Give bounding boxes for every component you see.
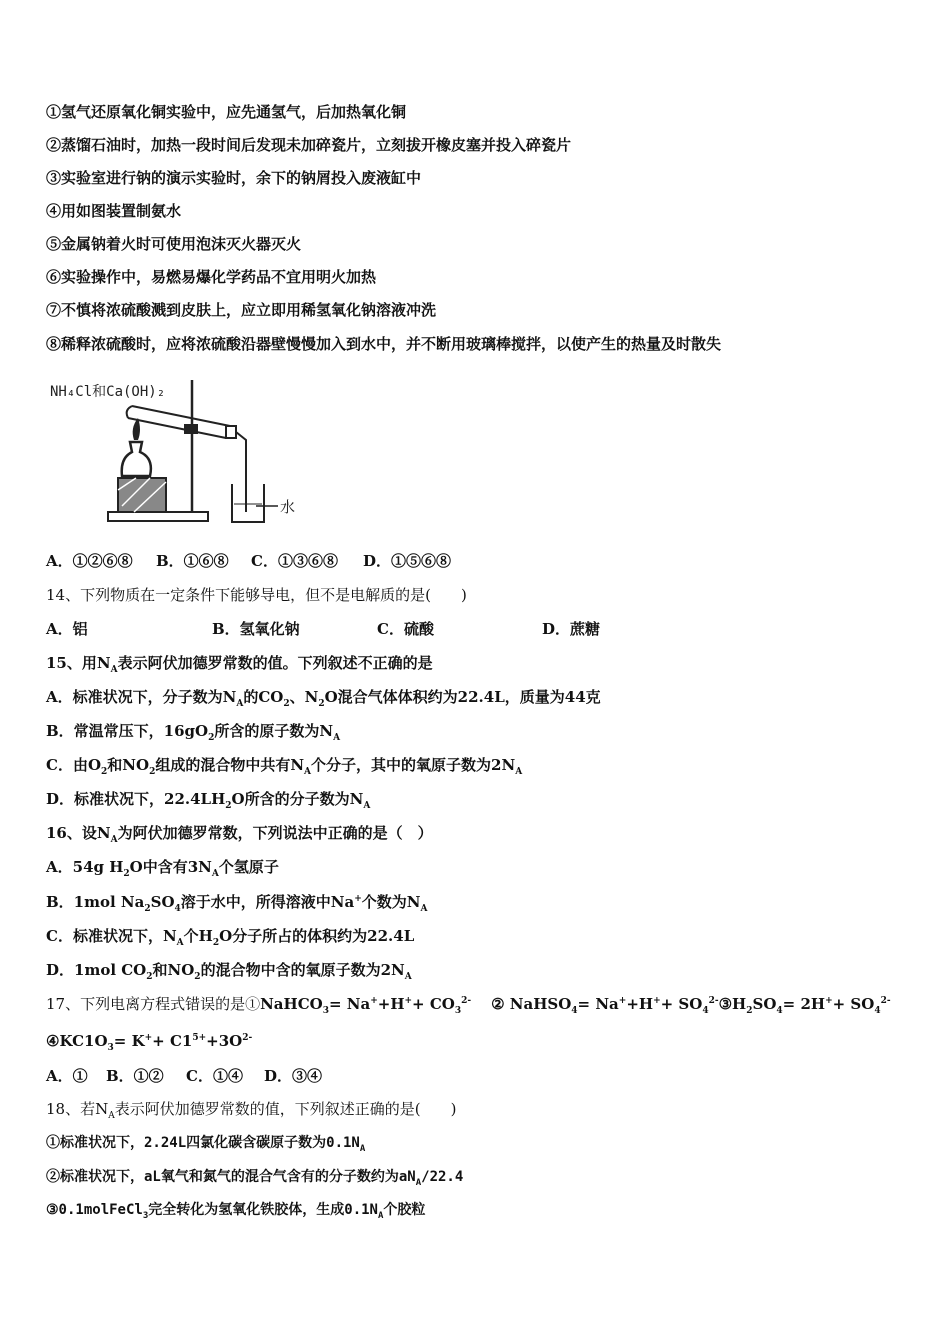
option-c[interactable]: C．①④ xyxy=(186,1067,243,1085)
option-a[interactable]: A．①②⑥⑧ xyxy=(46,552,133,570)
q16-option-c[interactable]: C．标准状况下，$N_A$个$H_2O$分子所占的体积约为22.4L xyxy=(46,927,415,948)
q18-statement-1: ①标准状况下，2.24L四氯化碳含碳原子数为$0.1N_A$ xyxy=(46,1135,366,1154)
option-c[interactable]: C．①③⑥⑧ xyxy=(251,552,338,570)
option-d[interactable]: D．①⑤⑥⑧ xyxy=(363,552,452,570)
option-b[interactable]: B．①② xyxy=(106,1067,164,1085)
q17-equation-4: $④KC1O_3= K^++ C1^{5+}+3O^{2-}$ xyxy=(46,1032,253,1053)
statement-1: ①氢气还原氧化铜实验中，应先通氢气，后加热氧化铜 xyxy=(46,103,407,121)
ammonia-apparatus-figure xyxy=(46,372,306,532)
option-d[interactable]: D．③④ xyxy=(264,1067,323,1085)
option-a[interactable]: A．① xyxy=(46,1067,88,1085)
delivery-tube xyxy=(236,432,246,512)
statement-7: ⑦不慎将浓硫酸溅到皮肤上，应立即用稀氢氧化钠溶液冲洗 xyxy=(46,301,437,319)
reagent-label: NH₄Cl和Ca(OH)₂ xyxy=(50,384,166,400)
statement-2: ②蒸馏石油时，加热一段时间后发现未加碎瓷片，立刻拔开橡皮塞并投入碎瓷片 xyxy=(46,136,572,154)
option-d[interactable]: D．蔗糖 xyxy=(542,620,601,638)
q13-options xyxy=(46,551,451,571)
wooden-block xyxy=(118,478,166,512)
option-b[interactable]: B．①⑥⑧ xyxy=(156,552,229,570)
statement-3: ③实验室进行钠的演示实验时，余下的钠屑投入废液缸中 xyxy=(46,169,422,187)
option-a[interactable]: A．铝 xyxy=(46,620,88,638)
q15-option-a[interactable]: A．标准状况下，分子数为$N_A$的$CO_2$、$N_2O$混合气体体积约为22.4L，质量为44克 xyxy=(46,688,601,709)
test-tube-top xyxy=(128,418,226,438)
q16-option-b[interactable]: B．1mol $Na_2SO_4$溶于水中，所得溶液中Na+个数为$N_A$ xyxy=(46,893,428,914)
q15-option-b[interactable]: B．常温常压下，$16gO_2$所含的原子数为$N_A$ xyxy=(46,722,341,743)
test-tube-end xyxy=(127,406,132,418)
statement-5: ⑤金属钠着火时可使用泡沫灭火器灭火 xyxy=(46,235,302,253)
q16-stem: 16、设$N_A$为阿伏加德罗常数，下列说法中正确的是（ ） xyxy=(46,824,433,845)
statement-6: ⑥实验操作中，易燃易爆化学药品不宜用明火加热 xyxy=(46,268,377,286)
statement-4: ④用如图装置制氨水 xyxy=(46,202,182,220)
q16-option-d[interactable]: D．1mol $CO_2$和$NO_2$的混合物中含的氧原子数为$2N_A$ xyxy=(46,961,412,982)
q15-stem: 15、用$N_A$表示阿伏加德罗常数的值。下列叙述不正确的是 xyxy=(46,654,433,675)
flame xyxy=(133,418,140,440)
test-tube-bottom xyxy=(132,406,230,426)
q18-stem: 18、若$N_A$表示阿伏加德罗常数的值，下列叙述正确的是( ) xyxy=(46,1100,457,1121)
stand-base xyxy=(108,512,208,521)
q15-option-d[interactable]: D．标准状况下，$22.4LH_2O$所含的分子数为$N_A$ xyxy=(46,790,371,811)
q15-option-c[interactable]: C．由$O_2$和$NO_2$组成的混合物中共有$N_A$个分子，其中的氧原子数为$2N_A$ xyxy=(46,756,523,777)
q17-stem: 17、下列电离方程式错误的是①NaHCO$_3$= $Na^++H^++ CO_3^{2-}$ ② NaHSO$_4$= $Na^++H^++ SO_4^{2-}③H_2SO_4= 2H^++ SO_4^{2-}$ xyxy=(46,995,891,1016)
option-b[interactable]: B．氢氧化钠 xyxy=(212,620,300,638)
stopper xyxy=(226,426,236,438)
q14-options xyxy=(46,619,600,639)
clamp xyxy=(184,424,198,434)
statement-8: ⑧稀释浓硫酸时，应将浓硫酸沿器壁慢慢加入到水中，并不断用玻璃棒搅拌，以使产生的热量及时散失 xyxy=(46,335,722,353)
beaker xyxy=(232,484,264,522)
q18-statement-2: ②标准状况下，aL氧气和氮气的混合气含有的分子数约为$aN_A/22.4$ xyxy=(46,1169,464,1188)
water-label: 水 xyxy=(280,498,296,516)
alcohol-lamp xyxy=(122,442,151,476)
q18-statement-3: ③0.1molFeCl$_3$完全转化为氢氧化铁胶体，生成$0.1N_A$个胶粒 xyxy=(46,1202,426,1221)
q14-stem: 14、下列物质在一定条件下能够导电，但不是电解质的是( ) xyxy=(46,586,467,604)
option-c[interactable]: C．硫酸 xyxy=(377,620,434,638)
q16-option-a[interactable]: A．54g $H_2O$中含有$3N_A$个氢原子 xyxy=(46,858,279,879)
q17-options xyxy=(46,1066,322,1086)
